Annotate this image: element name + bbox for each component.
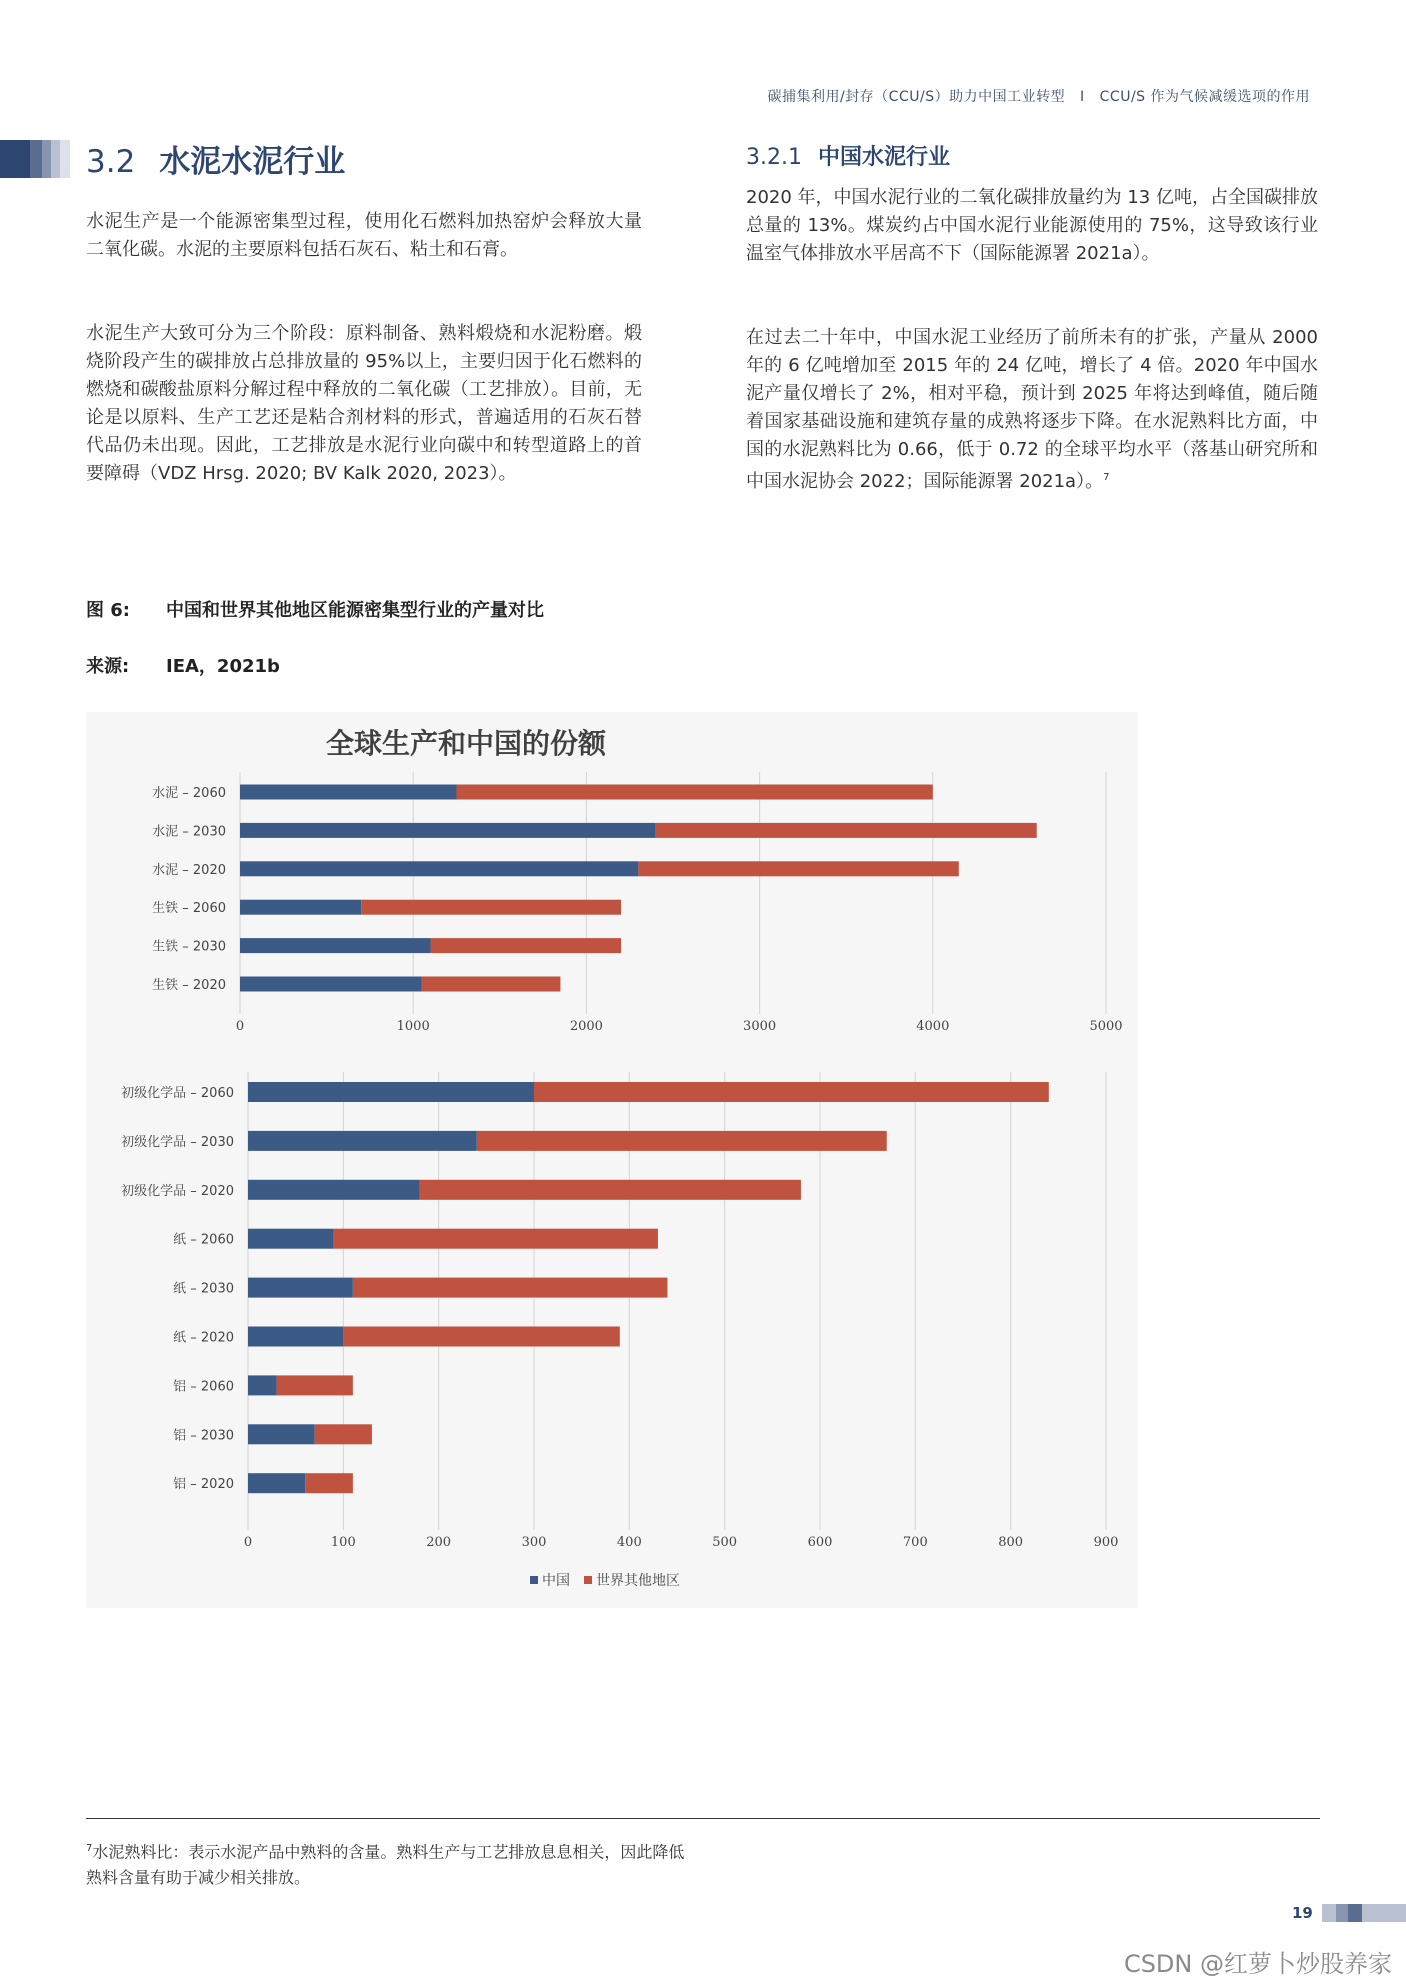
bar-segment-rest — [420, 1180, 801, 1200]
accent-block-3 — [42, 140, 51, 178]
bar-segment-china — [248, 1473, 305, 1493]
y-category-label: 初级化学品 – 2060 — [121, 1086, 234, 1101]
bar-segment-china — [248, 1278, 353, 1298]
bar-segment-rest — [422, 977, 561, 992]
y-category-label: 初级化学品 – 2030 — [121, 1134, 234, 1150]
y-category-label: 铝 – 2020 — [173, 1477, 234, 1493]
bar-segment-china — [248, 1131, 477, 1151]
figure-caption-text: 中国和世界其他地区能源密集型行业的产量对比 — [166, 600, 544, 621]
x-tick-label: 800 — [998, 1535, 1024, 1550]
bar-segment-rest — [315, 1424, 372, 1444]
footnote-reference: 7 — [1103, 472, 1110, 483]
right-accent-block-4 — [1362, 1904, 1406, 1922]
chart-legend — [530, 1570, 680, 1590]
right-paragraph-1: 2020 年，中国水泥行业的二氧化碳排放量约为 13 亿吨，占全国碳排放总量的 13%。煤炭约占中国水泥行业能源使用的 75%，这导致该行业温室气体排放水平居高不下（国际能源署 2021a）。 — [746, 187, 1318, 264]
bar-chart — [86, 712, 1138, 1608]
x-tick-label: 600 — [807, 1535, 833, 1550]
legend-item-china — [530, 1570, 570, 1590]
bar-segment-rest — [305, 1473, 353, 1493]
figure-source-text: IEA，2021b — [166, 656, 280, 677]
legend-swatch-china — [530, 1576, 538, 1584]
bar-segment-china — [248, 1327, 343, 1347]
x-tick-label: 2000 — [569, 1019, 603, 1034]
y-category-label: 铝 – 2030 — [173, 1428, 234, 1444]
y-category-label: 水泥 – 2030 — [152, 824, 226, 840]
y-category-label: 铝 – 2060 — [173, 1379, 234, 1395]
chart-panel — [86, 712, 1138, 1608]
x-tick-label: 1000 — [396, 1019, 430, 1034]
legend-item-rest — [584, 1570, 680, 1590]
x-tick-label: 3000 — [743, 1019, 777, 1034]
y-category-label: 生铁 – 2030 — [152, 939, 226, 955]
bar-segment-china — [248, 1229, 334, 1249]
subsection-title — [746, 140, 950, 171]
section-title — [86, 136, 345, 181]
accent-block-2 — [30, 140, 42, 178]
accent-block-1 — [0, 140, 30, 178]
x-tick-label: 0 — [243, 1535, 253, 1550]
footnote-text: 水泥熟料比：表示水泥产品中熟料的含量。熟料生产与工艺排放息息相关，因此降低熟料含量有助于减少相关排放。 — [86, 1842, 685, 1888]
y-category-label: 纸 – 2020 — [173, 1330, 234, 1346]
y-category-label: 纸 – 2060 — [173, 1232, 234, 1248]
x-tick-label: 500 — [712, 1535, 738, 1550]
chart-title: 全球生产和中国的份额 — [325, 727, 606, 760]
y-category-label: 水泥 – 2020 — [152, 862, 226, 878]
bar-segment-china — [240, 977, 422, 992]
x-tick-label: 300 — [521, 1535, 547, 1550]
right-accent-block-3 — [1348, 1904, 1362, 1922]
x-tick-label: 700 — [902, 1535, 928, 1550]
running-header — [767, 86, 1310, 106]
bar-segment-rest — [361, 900, 621, 915]
right-paragraph-2-text: 在过去二十年中，中国水泥工业经历了前所未有的扩张，产量从 2000 年的 6 亿吨增加至 2015 年的 24 亿吨，增长了 4 倍。2020 年中国水泥产量仅增长了 2%，相对平稳，预计到 2025 年将达到峰值，随后随着国家基础设施和建筑存量的成熟将逐步下降。在水泥熟料比方面，中国的水泥熟料比为 0.66，低于 0.72 的全球平均水平（落基山研究所和中国水泥协会 2022；国际能源署 2021a）。 — [746, 327, 1318, 492]
bar-segment-rest — [457, 785, 933, 800]
x-tick-label: 900 — [1093, 1535, 1119, 1550]
figure-source — [86, 652, 280, 678]
figure-source-label: 来源: — [86, 656, 130, 677]
left-paragraph-1: 水泥生产是一个能源密集型过程，使用化石燃料加热窑炉会释放大量二氧化碳。水泥的主要原料包括石灰石、粘土和石膏。 — [86, 211, 642, 260]
y-category-label: 生铁 – 2060 — [152, 901, 226, 917]
figure-caption — [86, 596, 544, 622]
header-separator: I — [1080, 89, 1085, 105]
left-accent-bar — [0, 140, 70, 178]
bar-segment-china — [248, 1082, 534, 1102]
bar-segment-rest — [277, 1375, 353, 1395]
bar-segment-rest — [431, 938, 622, 953]
y-category-label: 生铁 – 2020 — [152, 978, 226, 993]
legend-swatch-rest — [584, 1576, 592, 1584]
subsection-title-text: 中国水泥行业 — [817, 145, 950, 170]
page-number: 19 — [1292, 1904, 1313, 1922]
bar-segment-china — [240, 785, 457, 800]
x-tick-label: 0 — [235, 1019, 245, 1034]
legend-label-china: 中国 — [542, 1573, 570, 1589]
bar-segment-rest — [638, 861, 958, 876]
bar-segment-china — [248, 1180, 420, 1200]
bar-segment-china — [248, 1424, 315, 1444]
section-title-text: 水泥水泥行业 — [159, 144, 346, 180]
section-number: 3.2 — [86, 144, 136, 180]
x-tick-label: 4000 — [916, 1019, 950, 1034]
figure-label: 图 6: — [86, 600, 130, 621]
header-left: 碳捕集利用/封存（CCU/S）助力中国工业转型 — [767, 89, 1066, 105]
y-category-label: 水泥 – 2060 — [152, 786, 226, 801]
x-tick-label: 200 — [426, 1535, 452, 1550]
bar-segment-rest — [334, 1229, 658, 1249]
bar-segment-rest — [534, 1082, 1049, 1102]
accent-block-4 — [51, 140, 60, 178]
right-paragraph-2 — [746, 324, 1318, 496]
bar-segment-china — [248, 1375, 277, 1395]
right-accent-block-1 — [1322, 1904, 1336, 1922]
x-tick-label: 5000 — [1089, 1019, 1123, 1034]
footnote-divider — [86, 1818, 1320, 1819]
bar-segment-rest — [656, 823, 1037, 838]
bar-segment-rest — [353, 1278, 668, 1298]
bar-segment-rest — [477, 1131, 887, 1151]
x-tick-label: 100 — [330, 1535, 356, 1550]
bar-segment-rest — [343, 1327, 619, 1347]
header-right: CCU/S 作为气候减缓选项的作用 — [1099, 89, 1310, 105]
bar-segment-china — [240, 823, 656, 838]
right-accent-bar — [1322, 1904, 1406, 1922]
bar-segment-china — [240, 938, 431, 953]
bar-segment-china — [240, 900, 361, 915]
legend-label-rest: 世界其他地区 — [596, 1573, 680, 1589]
right-accent-block-2 — [1336, 1904, 1348, 1922]
footnote-number: 7 — [86, 1843, 93, 1854]
subsection-number: 3.2.1 — [746, 145, 802, 170]
y-category-label: 初级化学品 – 2020 — [121, 1183, 234, 1199]
left-paragraph-2: 水泥生产大致可分为三个阶段：原料制备、熟料煅烧和水泥粉磨。煅烧阶段产生的碳排放占总排放量的 95%以上，主要归因于化石燃料的燃烧和碳酸盐原料分解过程中释放的二氧化碳（工艺排放）。目前，无论是以原料、生产工艺还是粘合剂材料的形式，普遍适用的石灰石替代品仍未出现。因此，工艺排放是水泥行业向碳中和转型道路上的首要障碍（VDZ Hrsg. 2020; BV Kalk 2020, 2023）。 — [86, 323, 642, 484]
footnote — [86, 1836, 686, 1891]
y-category-label: 纸 – 2030 — [173, 1281, 234, 1297]
watermark: CSDN @红萝卜炒股养家 — [1123, 1950, 1392, 1978]
x-tick-label: 400 — [616, 1535, 642, 1550]
accent-block-5 — [60, 140, 70, 178]
bar-segment-china — [240, 861, 638, 876]
